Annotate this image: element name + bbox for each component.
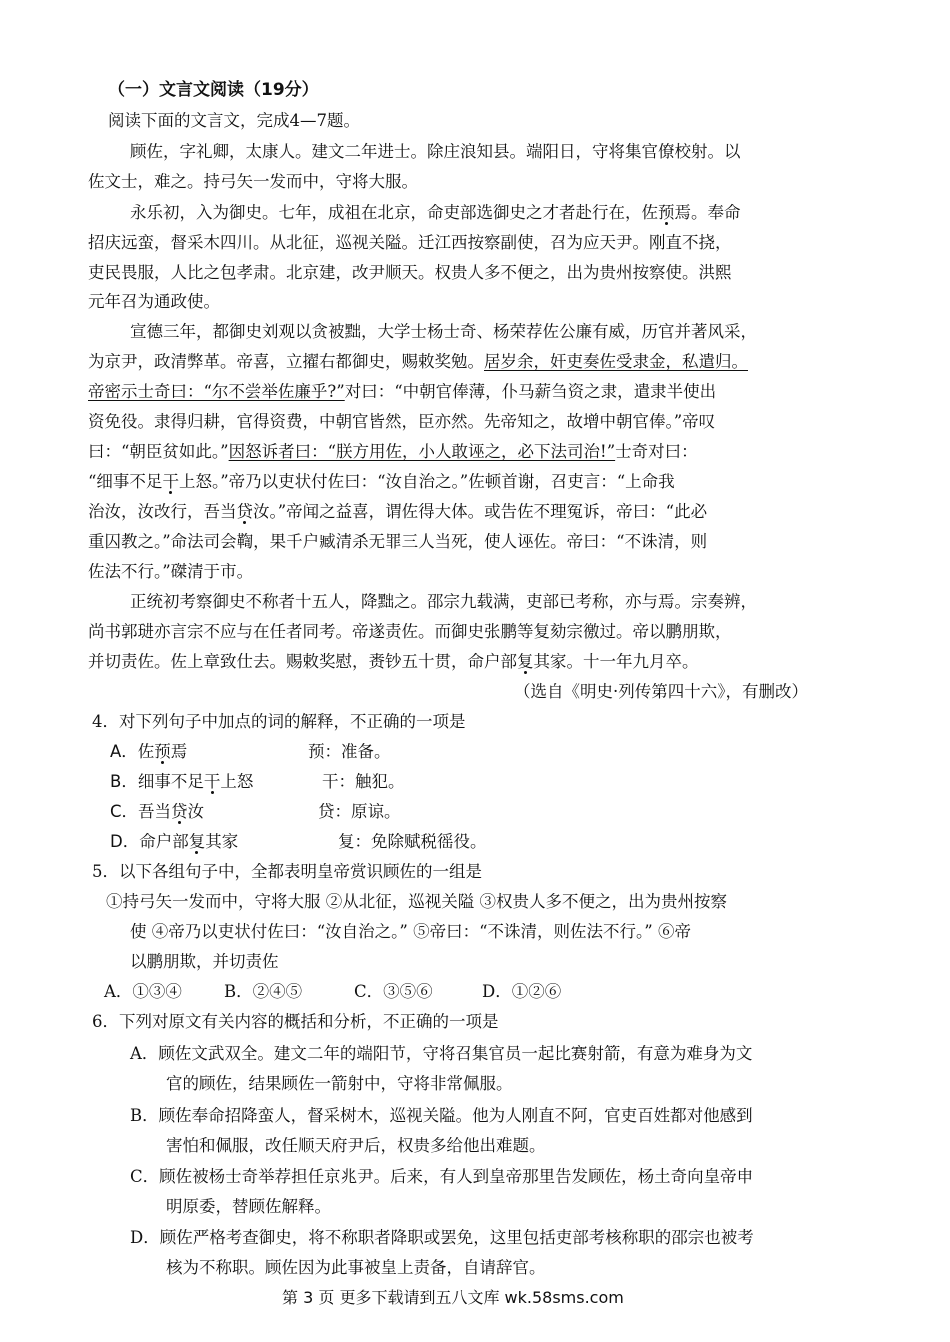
passage-line: 为京尹，政清弊革。帝喜，立擢右都御史，赐敕奖勉。居岁余，奸吏奏佐受隶金，私遣归。	[88, 352, 748, 371]
q6-option-b: B．顾佐奉命招降蛮人，督采树木，巡视关隘。他为人刚直不阿，官吏百姓都对他感到	[130, 1106, 753, 1125]
q5-choice-a: A．①③④	[104, 982, 182, 1001]
question-4-stem: 4．对下列句子中加点的词的解释，不正确的一项是	[92, 712, 466, 731]
q6-option-a: A．顾佐文武双全。建文二年的端阳节，守将召集官员一起比赛射箭，有意为难身为文	[130, 1044, 753, 1063]
question-5-stem: 5．以下各组句子中，全都表明皇帝赏识顾佐的一组是	[92, 862, 482, 881]
page-footer: 第 3 页 更多下载请到五八文库 wk.58sms.com	[282, 1288, 624, 1307]
q6-option-d-cont: 核为不称职。顾佐因为此事被皇上责备，自请辞官。	[166, 1258, 546, 1277]
q5-items-line: 以鹏朋欺，并切责佐	[130, 952, 279, 971]
q6-option-c-cont: 明原委，替顾佐解释。	[166, 1197, 331, 1216]
passage-line: 佐法不行。”磔清于市。	[88, 562, 254, 581]
q6-option-b-cont: 害怕和佩服，改任顺天府尹后，权贵多给他出难题。	[166, 1136, 546, 1155]
passage-line: 吏民畏服，人比之包孝肃。北京建，改尹顺天。权贵人多不便之，出为贵州按察使。洪熙	[88, 263, 732, 282]
passage-line: 永乐初，入为御史。七年，成祖在北京，命吏部选御史之才者赴行在，佐预焉。奉命	[130, 203, 741, 222]
passage-line: 元年召为通政使。	[88, 292, 220, 311]
instruction: 阅读下面的文言文，完成4—7题。	[108, 111, 360, 130]
dotted-char: 干	[162, 472, 179, 491]
q4-option-c: C．吾当贷汝	[110, 802, 205, 821]
section-title: （一）文言文阅读（19分）	[108, 80, 319, 100]
passage-line: 帝密示士奇曰：“尔不尝举佐廉乎?”对曰：“中朝官俸薄，仆马薪刍资之隶，遣隶半使出	[88, 382, 717, 401]
q4-option-a-explanation: 预：准备。	[308, 742, 391, 761]
q5-choice-d: D．①②⑥	[482, 982, 562, 1001]
q5-choice-c: C．③⑤⑥	[354, 982, 433, 1001]
dotted-char: 预	[154, 742, 171, 761]
passage-line: 尚书郭琎亦言宗不应与在任者同考。帝遂责佐。而御史张鹏等复劾宗徼过。帝以鹏朋欺，	[88, 622, 732, 641]
dotted-char: 干	[203, 772, 221, 791]
q4-option-b-explanation: 干：触犯。	[322, 772, 405, 791]
passage-line: 资免役。隶得归耕，官得资费，中朝官皆然，臣亦然。先帝知之，故增中朝官俸。”帝叹	[88, 412, 716, 431]
passage-line: 招庆远蛮，督采木四川。从北征，巡视关隘。迁江西按察副使，召为应天尹。刚直不挠，	[88, 233, 732, 252]
question-6-stem: 6．下列对原文有关内容的概括和分析，不正确的一项是	[92, 1012, 499, 1031]
source-citation: （选自《明史·列传第四十六》，有删改）	[514, 682, 808, 701]
passage-line: 佐文士，难之。持弓矢一发而中，守将大服。	[88, 172, 418, 191]
underlined-sentence: 因怒诉者曰：“朕方用佐，小人敢诬之，必下法司治!”	[228, 442, 616, 461]
passage-line: 曰：“朝臣贫如此。”因怒诉者曰：“朕方用佐，小人敢诬之，必下法司治!”士奇对曰：	[88, 442, 698, 461]
q5-choice-b: B．②④⑤	[224, 982, 303, 1001]
passage-line: 并切责佐。佐上章致仕去。赐敕奖慰，赉钞五十贯，命户部复其家。十一年九月卒。	[88, 652, 699, 671]
q6-option-a-cont: 官的顾佐，结果顾佐一箭射中，守将非常佩服。	[166, 1074, 513, 1093]
q5-items-line: ①持弓矢一发而中，守将大服 ②从北征，巡视关隘 ③权贵人多不便之，出为贵州按察	[106, 892, 727, 911]
passage-line: 宣德三年，都御史刘观以贪被黜，大学士杨士奇、杨荣荐佐公廉有威，历官并著风采，	[130, 322, 757, 341]
q4-option-b: B．细事不足干上怒	[110, 772, 254, 791]
q6-option-d: D．顾佐严格考查御史，将不称职者降职或罢免，这里包括吏部考核称职的邵宗也被考	[130, 1228, 754, 1247]
passage-line: “细事不足干上怒。”帝乃以吏状付佐曰：“汝自治之。”佐顿首谢，召吏言：“上命我	[88, 472, 675, 491]
dotted-char: 预	[658, 203, 675, 222]
underlined-sentence: 居岁余，奸吏奏佐受隶金，私遣归。	[484, 352, 748, 371]
dotted-char: 贷	[236, 502, 253, 521]
dotted-char: 复	[517, 652, 534, 671]
dotted-char: 贷	[171, 802, 188, 821]
q4-option-c-explanation: 贷：原谅。	[318, 802, 401, 821]
dotted-char: 复	[188, 832, 206, 851]
passage-line: 顾佐，字礼卿，太康人。建文二年进士。除庄浪知县。端阳日，守将集官僚校射。以	[130, 142, 741, 161]
q4-option-d-explanation: 复：免除赋税徭役。	[338, 832, 487, 851]
passage-line: 治汝，汝改行，吾当贷汝。”帝闻之益喜，谓佐得大体。或告佐不理冤诉，帝曰：“此必	[88, 502, 708, 521]
q4-option-d: D．命户部复其家	[110, 832, 239, 851]
passage-line: 正统初考察御史不称者十五人，降黜之。邵宗九载满，吏部已考称，亦与焉。宗奏辨，	[130, 592, 757, 611]
passage-line: 重囚教之。”命法司会鞫，果千户臧清杀无罪三人当死，使人诬佐。帝曰：“不诛清，则	[88, 532, 708, 551]
q5-items-line: 使 ④帝乃以吏状付佐曰：“汝自治之。” ⑤帝曰：“不诛清，则佐法不行。” ⑥帝	[130, 922, 691, 941]
q6-option-c: C．顾佐被杨士奇举荐担任京兆尹。后来，有人到皇帝那里告发顾佐，杨土奇向皇帝申	[130, 1167, 754, 1186]
q4-option-a: A．佐预焉	[110, 742, 188, 761]
underlined-sentence: 帝密示士奇曰：“尔不尝举佐廉乎?”	[88, 382, 345, 401]
